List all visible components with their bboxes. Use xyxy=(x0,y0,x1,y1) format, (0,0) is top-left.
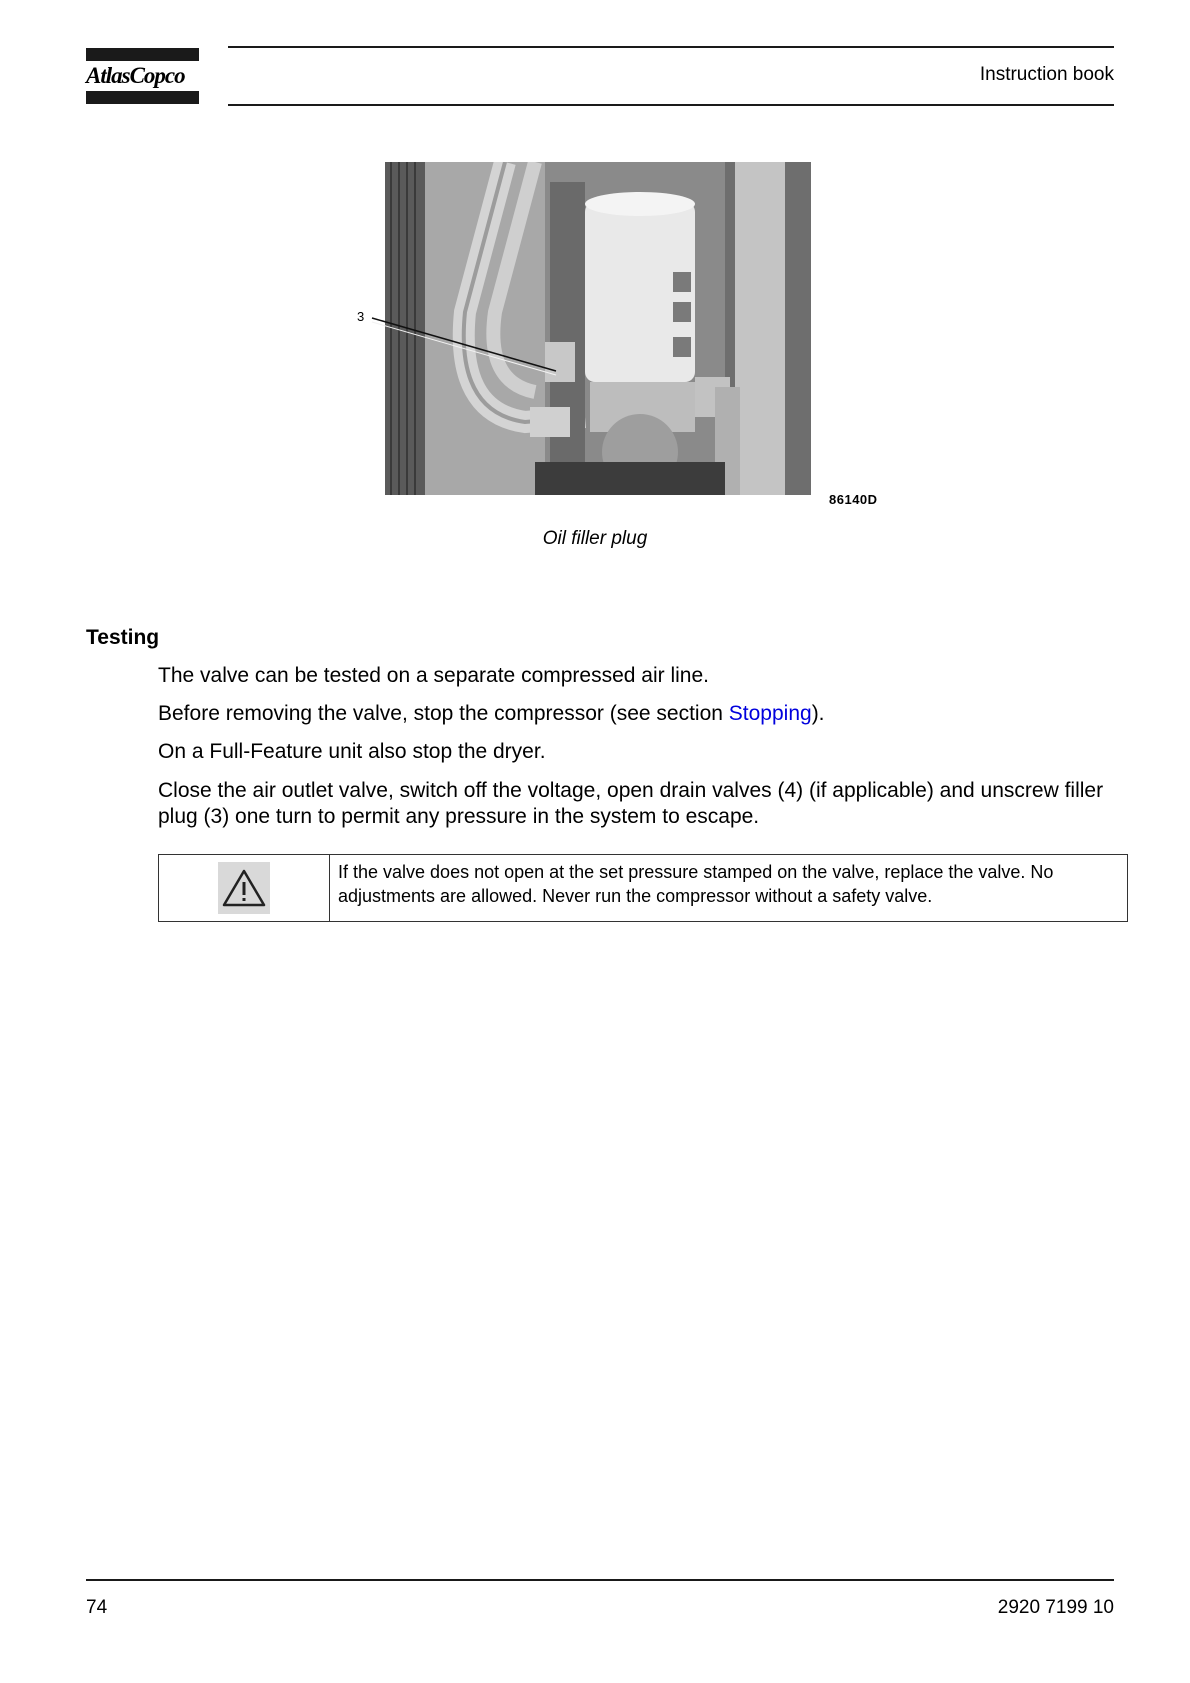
paragraph-2-text-before: Before removing the valve, stop the compressor (see section xyxy=(158,702,729,725)
header-title: Instruction book xyxy=(979,64,1114,85)
warning-triangle-icon xyxy=(218,862,270,914)
figure-caption: Oil filler plug xyxy=(542,528,648,549)
callout-number: 3 xyxy=(357,309,365,324)
header-bottom-rule xyxy=(228,104,1114,106)
section-heading: Testing xyxy=(86,626,160,649)
image-code: 86140D xyxy=(829,492,878,507)
atlas-copco-logo xyxy=(86,48,199,104)
paragraph-4: Close the air outlet valve, switch off the voltage, open drain valves (4) (if applicable) and unscrew filler plug (3) one turn to permit any pressure in the system to escape. xyxy=(158,779,1104,828)
warning-icon-cell xyxy=(159,855,330,921)
warning-text: If the valve does not open at the set pressure stamped on the valve, replace the valve. No adjustments are allowed. Never run the compressor without a safety valve. xyxy=(338,862,1054,906)
paragraph-1: The valve can be tested on a separate compressed air line. xyxy=(158,664,709,687)
stopping-section-link[interactable]: Stopping xyxy=(728,702,812,725)
document-number: 2920 7199 10 xyxy=(997,1597,1114,1618)
paragraph-2 xyxy=(158,701,1118,727)
logo-top-bar xyxy=(86,48,199,61)
warning-box xyxy=(158,854,1128,922)
oil-filler-plug-photo xyxy=(385,162,811,495)
paragraph-3: On a Full-Feature unit also stop the dryer. xyxy=(158,740,546,763)
logo-bottom-bar xyxy=(86,91,199,104)
page-number: 74 xyxy=(86,1597,108,1618)
footer-rule xyxy=(86,1579,1114,1581)
logo-wordmark: AtlasCopco xyxy=(86,63,185,88)
header-top-rule xyxy=(228,46,1114,48)
paragraph-2-text-after: ). xyxy=(811,702,825,725)
